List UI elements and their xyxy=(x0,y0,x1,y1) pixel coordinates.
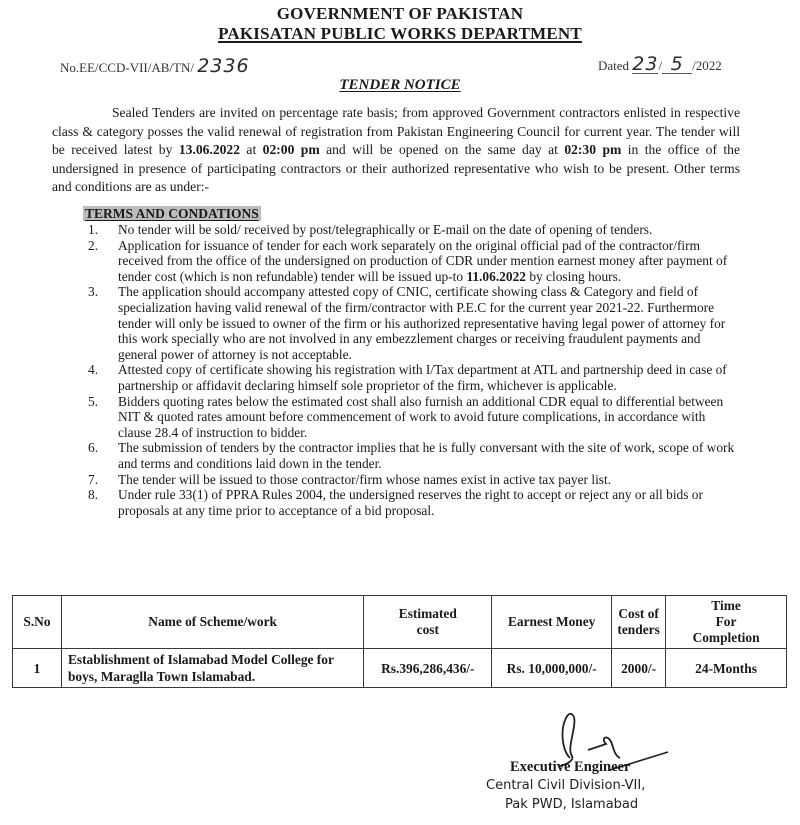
term-text: The submission of tenders by the contractor implies that he is fully conversant with the site of work, scope of work and terms and conditions laid down in the tender. xyxy=(118,440,735,471)
header-earnest-money: Earnest Money xyxy=(492,596,612,649)
term-item xyxy=(82,487,742,518)
term-item xyxy=(82,238,742,285)
term-text: Under rule 33(1) of PPRA Rules 2004, the undersigned reserves the right to accept or reject any or all bids or proposals at any time prior to acceptance of a bid proposal. xyxy=(118,487,703,518)
term-number: 7. xyxy=(88,471,99,487)
intro-paragraph xyxy=(52,104,740,197)
term-item xyxy=(82,222,742,238)
term-item xyxy=(82,284,742,362)
intro-text-3: and will be opened on the same day at xyxy=(319,142,565,157)
issue-deadline: 11.06.2022 xyxy=(466,268,526,284)
term-text: Application for issuance of tender for each work separately on the original official pad of the contractor/firm received from the office of the undersigned on production of CDR under mention earnest money after payment of tender cost (which is non refundable) tender will be issued up-to xyxy=(118,237,728,284)
term-item xyxy=(82,394,742,441)
term-text: No tender will be sold/ received by post/telegraphically or E-mail on the date of opening of tenders. xyxy=(118,222,653,237)
intro-text-2: at xyxy=(240,142,263,157)
term-number: 4. xyxy=(88,362,99,378)
receipt-date: 13.06.2022 xyxy=(178,142,240,157)
term-text: The application should accompany attested copy of CNIC, certificate showing class & Category and field of specialization having valid renewal of the firm/contractor with P.E.C for the current year 2021-22. Furthermore tender will only be issued to owner of the firm or his authorized representative having legal power of attorney for this work specially who are not involved in any embezzlement charges or receiving fraudulent payments and general power of attorney is not acceptable. xyxy=(118,284,726,362)
dated-label: Dated xyxy=(598,58,630,73)
date-day: 23 xyxy=(632,53,659,75)
header-estimated-cost-line1: Estimated xyxy=(398,606,457,621)
terms-list xyxy=(82,222,742,518)
cell-name-line2: boys, Maraglla Town Islamabad. xyxy=(67,669,256,684)
receipt-time: 02:00 pm xyxy=(262,142,320,157)
term-number: 6. xyxy=(88,440,99,456)
signatory-designation: Executive Engineer xyxy=(510,759,631,775)
term-text: The tender will be issued to those contractor/firm whose names exist in active tax payer list. xyxy=(118,471,612,487)
header-cost-of-tenders xyxy=(612,596,666,649)
term-text: Attested copy of certificate showing his registration with I/Tax department at ATL and partnership deed in case of partnership or affidavit declaring himself sole proprietor of the firm, whichever is applicable. xyxy=(118,362,727,393)
cell-time-for-completion: 24-Months xyxy=(666,649,787,688)
reference-number xyxy=(60,55,250,77)
cell-earnest-money: Rs. 10,000,000/- xyxy=(492,649,612,688)
header-estimated-cost-line2: cost xyxy=(416,622,439,637)
intro-text-4: in the office of the undersigned in presence of participating contractors or their authorized representative who wish to be present. Other terms and conditions are as under:- xyxy=(52,142,741,194)
term-item xyxy=(82,472,742,488)
header-sno: S.No xyxy=(13,596,62,649)
header-time-line1: Time xyxy=(711,598,741,613)
department-title-text: PAKISATAN PUBLIC WORKS DEPARTMENT xyxy=(218,24,582,43)
term-number: 2. xyxy=(88,237,99,253)
term-text-tail: by closing hours. xyxy=(525,268,622,284)
signatory-division: Central Civil Division-VII, xyxy=(486,778,646,793)
intro-text-1: Sealed Tenders are invited on percentage rate basis; from approved Government contractors enlisted in respective class & category posses the valid renewal of registration from Pakistan Engineering Council for current year. The tender will be received latest by xyxy=(52,105,740,157)
term-number: 5. xyxy=(88,393,99,409)
reference-prefix: No.EE/CCD-VII/AB/TN/ xyxy=(60,60,194,75)
cell-cost-of-tenders: 2000/- xyxy=(612,649,666,688)
table-header-row xyxy=(13,596,787,649)
header-name: Name of Scheme/work xyxy=(61,596,363,649)
notice-title-text: TENDER NOTICE xyxy=(339,77,461,93)
term-number: 3. xyxy=(88,284,99,300)
date-year: /2022 xyxy=(692,58,722,73)
header-cost-line1: Cost of xyxy=(618,606,659,621)
signatory-office: Pak PWD, Islamabad xyxy=(505,797,639,812)
date-line: Dated 23/ 5 /2022 xyxy=(598,53,722,75)
header-estimated-cost xyxy=(364,596,492,649)
header-time-line3: Completion xyxy=(692,630,760,645)
government-title: GOVERNMENT OF PAKISTAN xyxy=(276,4,524,23)
header-time-line2: For xyxy=(715,614,737,629)
date-month: 5 xyxy=(662,55,692,74)
term-item xyxy=(82,440,742,471)
term-text: Bidders quoting rates below the estimated cost shall also furnish an additional CDR equal to differential between NIT & quoted rates amount before commencement of work to avoid future complications, in accordance with clause 28.4 of instruction to bidder. xyxy=(118,393,724,440)
table-row xyxy=(13,649,787,688)
works-table xyxy=(12,595,787,688)
cell-name xyxy=(61,649,363,688)
cell-sno: 1 xyxy=(13,649,62,688)
header-time-for-completion xyxy=(666,596,787,649)
notice-title xyxy=(0,77,800,94)
terms-heading: TERMS AND CONDATIONS xyxy=(85,206,259,221)
term-item xyxy=(82,362,742,393)
department-title xyxy=(0,24,800,44)
reference-number-handwritten: 2336 xyxy=(197,55,250,77)
cell-estimated-cost: Rs.396,286,436/- xyxy=(364,649,492,688)
cell-name-line1: Establishment of Islamabad Model College for xyxy=(67,652,334,667)
term-number: 8. xyxy=(88,487,99,503)
opening-time: 02:30 pm xyxy=(564,142,622,157)
header-cost-line2: tenders xyxy=(617,622,660,637)
term-number: 1. xyxy=(88,222,99,237)
